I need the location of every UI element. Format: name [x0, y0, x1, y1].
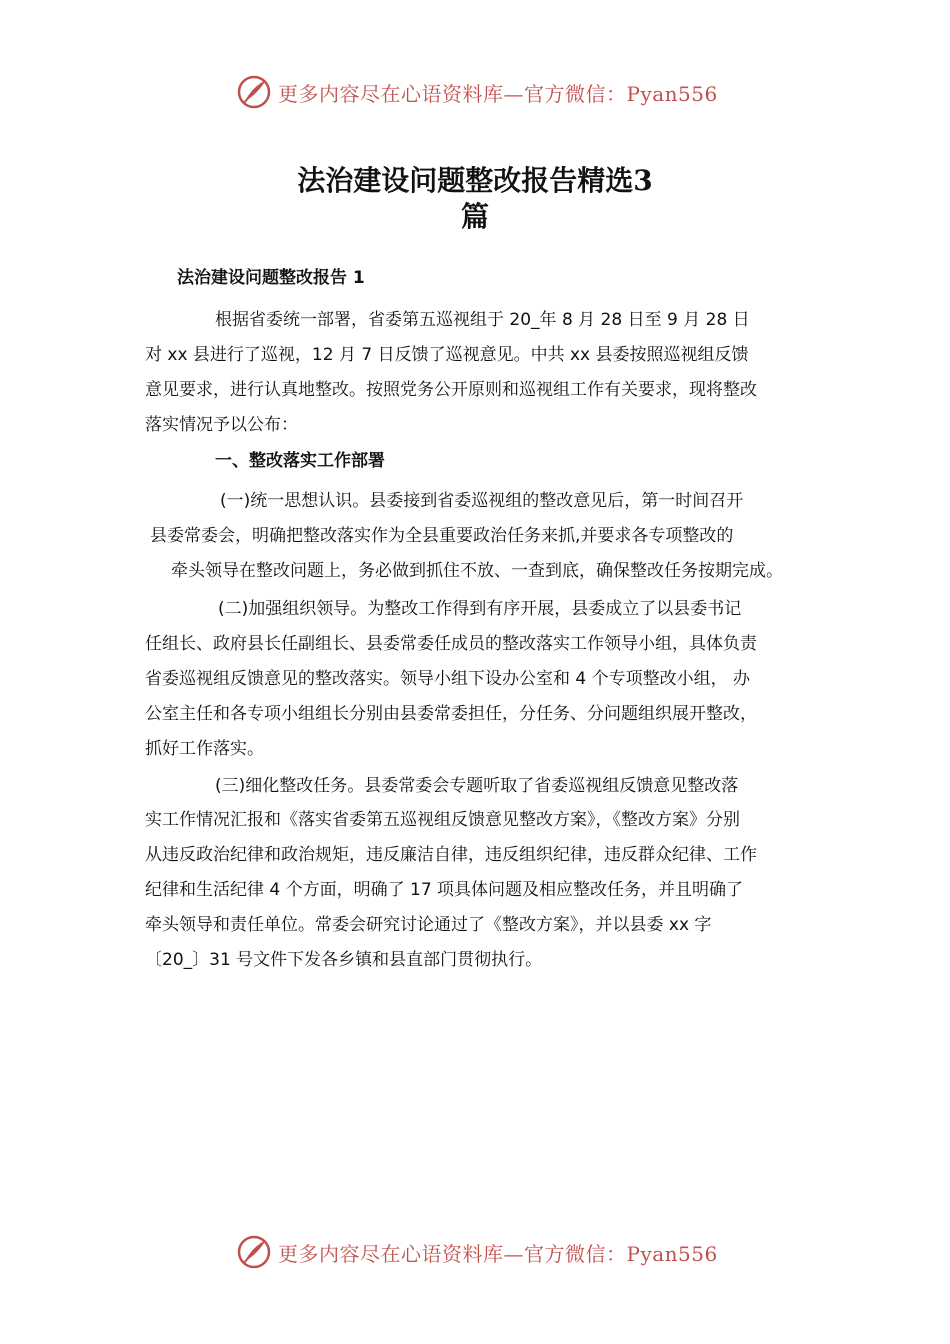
paragraph-line: 牵头领导和责任单位。常委会研究讨论通过了《整改方案》，并以县委 xx 字	[145, 915, 712, 935]
document-title	[0, 163, 950, 235]
report-subtitle: 法治建设问题整改报告 1	[177, 268, 365, 288]
paragraph-line: 抓好工作落实。	[145, 739, 264, 759]
paragraph-line: 省委巡视组反馈意见的整改落实。领导小组下设办公室和 4 个专项整改小组， 办	[145, 669, 751, 689]
section-heading: 一、整改落实工作部署	[215, 451, 385, 471]
paragraph-line: 实工作情况汇报和《落实省委第五巡视组反馈意见整改方案》，《整改方案》分别	[145, 810, 740, 830]
intro-line: 意见要求，进行认真地整改。按照党务公开原则和巡视组工作有关要求，现将整改	[145, 380, 757, 400]
intro-line: 根据省委统一部署，省委第五巡视组于 20_年 8 月 28 日至 9 月 28 日	[215, 310, 750, 330]
paragraph-line: 〔20_〕31 号文件下发各乡镇和县直部门贯彻执行。	[145, 950, 543, 970]
intro-line: 落实情况予以公布：	[145, 415, 298, 435]
paragraph-line: 牵头领导在整改问题上，务必做到抓住不放、一查到底，确保整改任务按期完成。	[171, 561, 783, 581]
paragraph-line: 从违反政治纪律和政治规矩，违反廉洁自律，违反组织纪律，违反群众纪律、工作	[145, 845, 757, 865]
watermark-text: 更多内容尽在心语资料库—官方微信：Pyan556	[278, 1241, 718, 1266]
header-watermark	[236, 72, 718, 112]
footer-watermark	[236, 1232, 718, 1272]
intro-line: 对 xx 县进行了巡视，12 月 7 日反馈了巡视意见。中共 xx 县委按照巡视组反馈	[145, 345, 749, 365]
paragraph-line: (三)细化整改任务。县委常委会专题听取了省委巡视组反馈意见整改落	[215, 776, 739, 796]
paragraph-line: 公室主任和各专项小组组长分别由县委常委担任，分任务、分问题组织展开整改，	[145, 704, 757, 724]
paragraph-line: 纪律和生活纪律 4 个方面，明确了 17 项具体问题及相应整改任务，并且明确了	[145, 880, 744, 900]
watermark-text: 更多内容尽在心语资料库—官方微信：Pyan556	[278, 81, 718, 106]
quill-logo-icon	[236, 74, 272, 110]
paragraph-line: (二)加强组织领导。为整改工作得到有序开展，县委成立了以县委书记	[218, 599, 742, 619]
quill-logo-icon	[236, 1234, 272, 1270]
paragraph-line: 县委常委会，明确把整改落实作为全县重要政治任务来抓,并要求各专项整改的	[150, 526, 734, 546]
title-line-2: 篇	[460, 200, 489, 233]
title-line-1: 法治建设问题整改报告精选3	[297, 164, 653, 197]
paragraph-line: (一)统一思想认识。县委接到省委巡视组的整改意见后，第一时间召开	[220, 491, 744, 511]
paragraph-line: 任组长、政府县长任副组长、县委常委任成员的整改落实工作领导小组，具体负责	[145, 634, 757, 654]
